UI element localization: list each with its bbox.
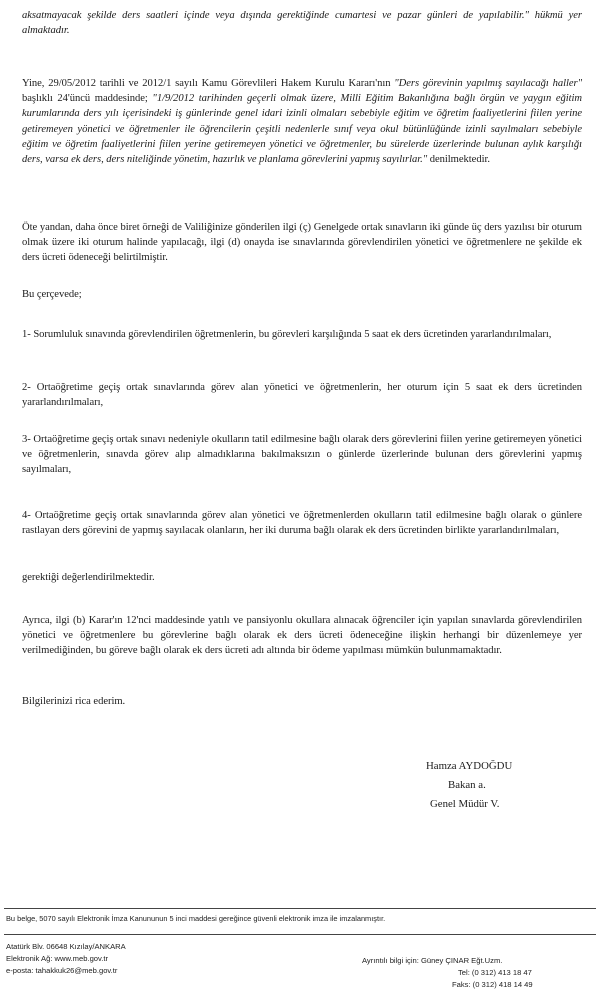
paragraph-degerlendirme: gerektiği değerlendirilmektedir. [22, 572, 155, 583]
paragraph-intro-continuation [22, 8, 582, 38]
list-item-1: 1- Sorumluluk sınavında görevlendirilen öğretmenlerin, bu görevleri karşılığında 5 saat ek ders ücretinden yararlandırılmaları, [22, 329, 552, 340]
footer-web: Elektronik Ağ: www.meb.gov.tr [6, 954, 108, 963]
footer-contact: Ayrıntılı bilgi için: Güney ÇINAR Eğt.Uzm. [362, 956, 503, 965]
paragraph-ayrica: Ayrıca, ilgi (b) Karar'ın 12'nci maddesinde yatılı ve pansiyonlu okullara alınacak öğrenciler için yapılan sınavlarda görevlendirilen yönetici ve öğretmenlere bu görevlerine bağlı olarak ek ders ücreti ödeneceğine ilişkin herhangi bir düzenlemeye yer verilmediğinden, bu göreve bağlı olarak ek ders ücreti adı altında bir ödeme yapılması mümkün bulunmamaktadır. [22, 615, 582, 657]
p1-article-title: "Ders görevinin yapılmış sayılacağı haller" [394, 78, 582, 89]
paragraph-ote-yandan: Öte yandan, daha önce biret örneği de Valiliğinize gönderilen ilgi (ç) Genelgede ortak sınavların iki günde üç ders yazılısı bir oturum olmak üzere iki oturum halinde yapılacağı, ilgi (d) onayda ise sınavlarında görevlendirilen yönetici ve öğretmenlere ne şekilde ek ders ücreti ödeneceği belirtilmiştir. [22, 222, 582, 264]
p1-quote: "1/9/2012 tarihinden geçerli olmak üzere, Milli Eğitim Bakanlığına bağlı örgün ve yaygın eğitim kurumlarında ders yılı içerisindeki iş günlerinde genel idari izinli olmaları sebebiyle eğitim ve öğretim faaliyetlerini fiilen yerine getiremeyen yönetici ve öğretmenler ile öğrencilerin çeşitli nedenlerle sınıf veya okul bütünlüğünde izinli sayılmaları sebebiyle eğitim ve öğretim faaliyetlerini fiilen yerine getiremeyen yönetici ve öğretmenler, bu sürelerde üzerlerinde bulunan aylık karşılığı ders, varsa ek ders, ders niteliğinde yönetim, hazırlık ve planlama görevlerini yapmış sayılırlar." [22, 93, 582, 166]
paragraph-hakem-kurulu [22, 76, 582, 167]
footer-email: e-posta: tahakkuk26@meb.gov.tr [6, 966, 118, 975]
signatory-title-1: Bakan a. [448, 779, 486, 791]
signatory-name: Hamza AYDOĞDU [426, 760, 513, 772]
list-item-4: 4- Ortaöğretime geçiş ortak sınavlarında görev alan yönetici ve öğretmenlerden okulların tatil edilmesine bağlı olarak o günlere rastlayan ders görevini de yapmış sayılacak olanların, her iki duruma bağlı olarak ek ders ücretinden birlikte yararlandırılmaları, [22, 510, 582, 537]
p1-text-c: başlıklı 24'üncü maddesinde; [22, 93, 153, 105]
list-item-2: 2- Ortaöğretime geçiş ortak sınavlarında görev alan yönetici ve öğretmenlerin, her oturum için 5 saat ek ders ücretinden yararlandırılmaları, [22, 382, 582, 409]
list-item-3: 3- Ortaöğretime geçiş ortak sınavı nedeniyle okulların tatil edilmesine bağlı olarak ders görevlerini fiilen yerine getiremeyen yönetici ve öğretmenlerin, sınavda görev alıp almadıklarına bakılmaksızın o günlerde üzerlerinde bulunan ders görevlerini yapmış sayılmaları, [22, 434, 582, 476]
footer-top-divider [4, 908, 596, 909]
p1-text-a: Yine, 29/05/2012 tarihli ve 2012/1 sayılı Kamu Görevlileri Hakem Kurulu Kararı'nın [22, 78, 395, 89]
intro-quote-text: aksatmayacak şekilde ders saatleri içinde veya dışında gerektiğinde cumartesi ve pazar günleri de yapılabilir." hükmü yer almaktadır. [22, 10, 582, 37]
footer-tel: Tel: (0 312) 413 18 47 [458, 968, 532, 977]
e-signature-notice: Bu belge, 5070 sayılı Elektronik İmza Kanununun 5 inci maddesi gereğince güvenli elektronik imza ile imzalanmıştır. [6, 914, 386, 923]
signatory-title-2: Genel Müdür V. [430, 798, 500, 810]
footer-bottom-divider [4, 934, 596, 935]
paragraph-bu-cercevede: Bu çerçevede; [22, 289, 82, 300]
p1-text-e: denilmektedir. [427, 154, 490, 166]
footer-address: Atatürk Blv. 06648 Kızılay/ANKARA [6, 942, 126, 951]
footer-fax: Faks: (0 312) 418 14 49 [452, 980, 533, 989]
paragraph-closing: Bilgilerinizi rica ederim. [22, 696, 126, 707]
